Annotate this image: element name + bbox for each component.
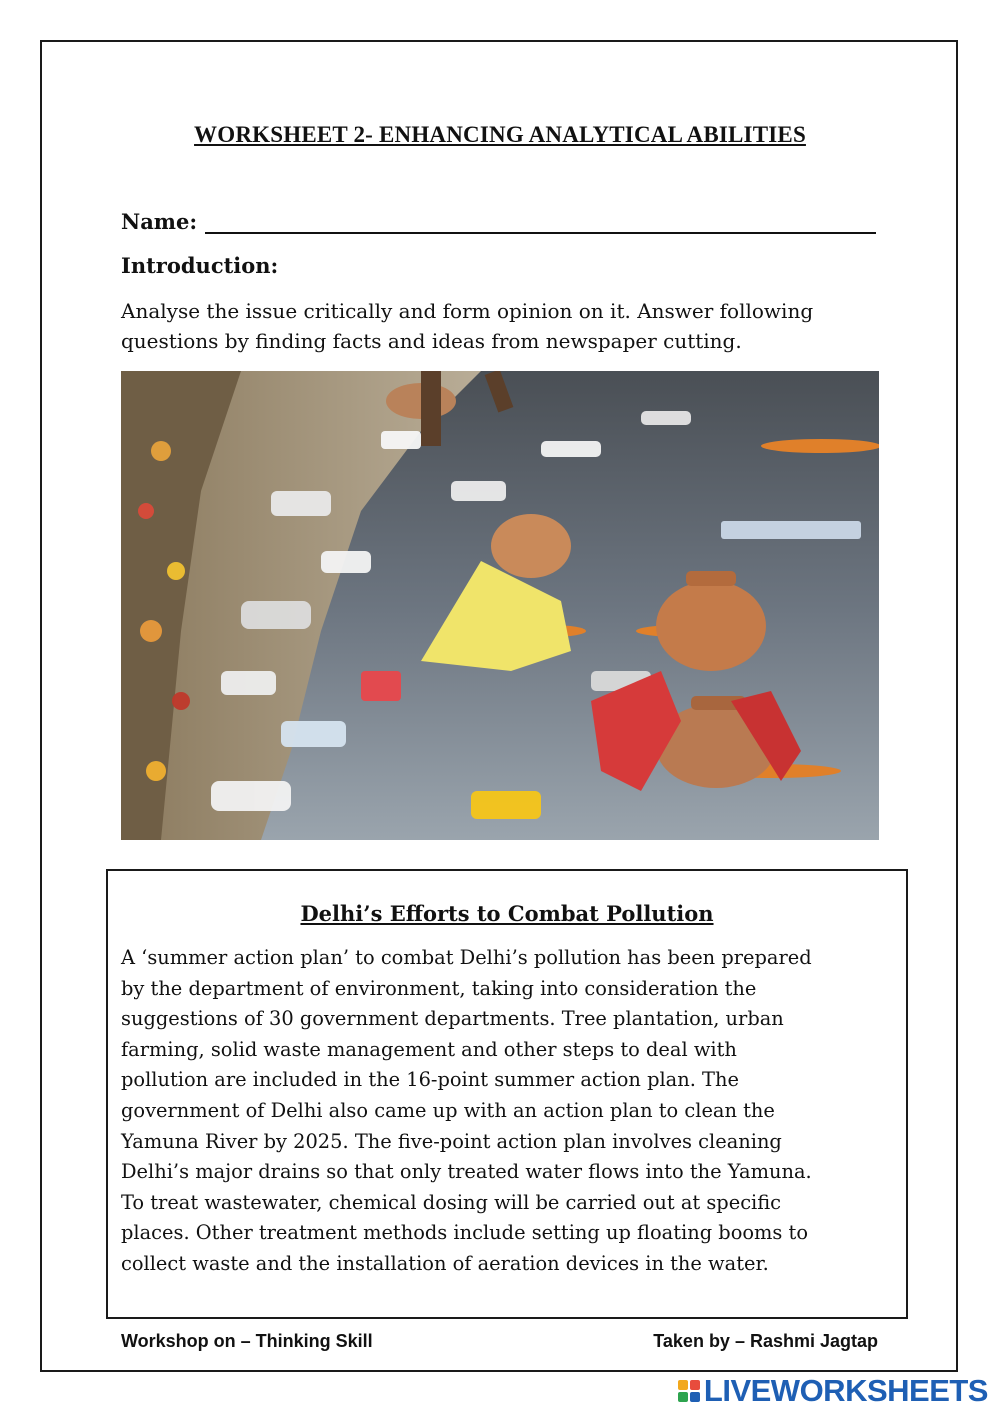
intro-text: Analyse the issue critically and form opinion on it. Answer following questions by finding facts and ideas from newspaper cutting.: [121, 299, 814, 353]
brand-name: LIVEWORKSHEETS: [703, 1373, 988, 1408]
article-line: pollution are included in the 16-point summer action plan. The: [121, 1068, 739, 1092]
polluted-river-photo: [121, 371, 879, 840]
logo-square: [690, 1380, 700, 1390]
article-line: To treat wastewater, chemical dosing will be carried out at specific: [121, 1190, 782, 1214]
name-input-line[interactable]: [205, 208, 876, 234]
name-row: [121, 208, 876, 234]
newspaper-article: [106, 869, 908, 1319]
worksheet-title: WORKSHEET 2- ENHANCING ANALYTICAL ABILITIES: [194, 122, 806, 147]
article-line: suggestions of 30 government departments. Tree plantation, urban: [121, 1007, 784, 1031]
footer-author: Taken by – Rashmi Jagtap: [653, 1331, 878, 1351]
intro-heading: Introduction:: [121, 253, 279, 278]
article-line: farming, solid waste management and other steps to deal with: [121, 1037, 737, 1061]
liveworksheets-brand[interactable]: [678, 1374, 988, 1408]
liveworksheets-logo-icon: [678, 1380, 700, 1402]
article-line: collect waste and the installation of aeration devices in the water.: [121, 1251, 769, 1275]
article-line: places. Other treatment methods include setting up floating booms to: [121, 1221, 809, 1245]
article-line: Yamuna River by 2025. The five-point action plan involves cleaning: [121, 1129, 782, 1153]
logo-square: [678, 1380, 688, 1390]
article-line: A ‘summer action plan’ to combat Delhi’s pollution has been prepared: [121, 946, 812, 969]
logo-square: [690, 1392, 700, 1402]
footer-workshop: Workshop on – Thinking Skill: [121, 1331, 373, 1351]
article-line: Delhi’s major drains so that only treated water flows into the Yamuna.: [121, 1160, 812, 1184]
article-line: by the department of environment, taking into consideration the: [121, 976, 757, 1000]
photo-illustration: [121, 371, 879, 840]
article-line: government of Delhi also came up with an action plan to clean the: [121, 1098, 775, 1122]
name-label: Name:: [121, 209, 198, 234]
article-title: Delhi’s Efforts to Combat Pollution: [300, 901, 714, 926]
logo-square: [678, 1392, 688, 1402]
article-body: [121, 943, 896, 1280]
